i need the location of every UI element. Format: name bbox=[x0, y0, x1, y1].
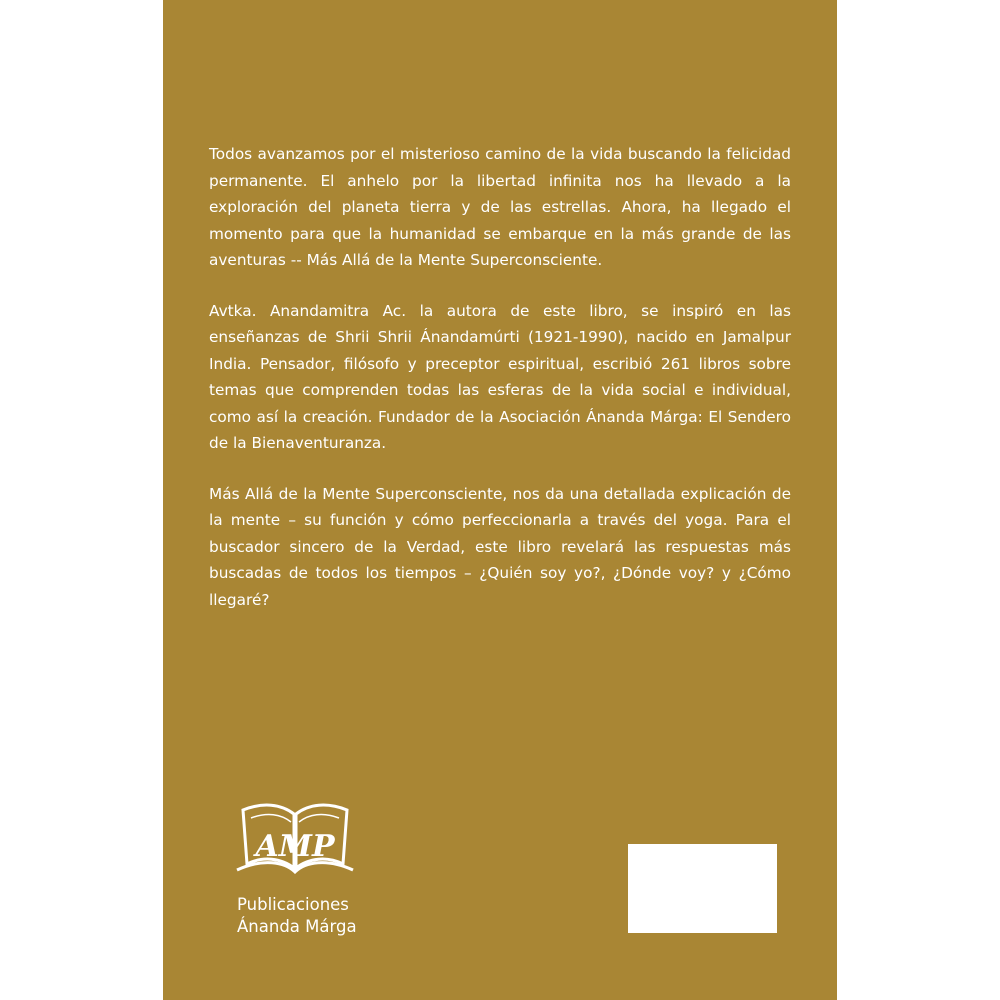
publisher-block bbox=[229, 798, 429, 948]
blurb-paragraph-2: Avtka. Anandamitra Ac. la autora de este libro, se inspiró en las enseñanzas de Shrii Shrii Ánandamúrti (1921-1990), nacido en Jamalpur India. Pensador, filósofo y preceptor espiritual, escribió 261 libros sobre temas que comprenden todas las esferas de la vida social e individual, como así la creación. Fundador de la Asociación Ánanda Márga: El Sendero de la Bienaventuranza. bbox=[209, 301, 791, 452]
open-book-amp-logo-icon bbox=[233, 798, 357, 878]
barcode-placeholder bbox=[628, 844, 777, 933]
blurb-paragraph-1: Todos avanzamos por el misterioso camino de la vida buscando la felicidad permanente. El anhelo por la libertad infinita nos ha llevado a la exploración del planeta tierra y de las estrellas. Ahora, ha llegado el momento para que la humanidad se embarque en la más grande de las aventuras -- Más Allá de la Mente Superconsciente. bbox=[209, 145, 791, 269]
publisher-name-line-2: Ánanda Márga bbox=[237, 917, 357, 936]
publisher-name bbox=[237, 894, 357, 938]
cover-blurb bbox=[209, 141, 791, 637]
publisher-name-line-1: Publicaciones bbox=[237, 895, 349, 914]
book-back-cover bbox=[163, 0, 837, 1000]
logo-monogram: AMP bbox=[255, 829, 335, 864]
blurb-paragraph-3: Más Allá de la Mente Superconsciente, nos da una detallada explicación de la mente – su función y cómo perfeccionarla a través del yoga. Para el buscador sincero de la Verdad, este libro revelará las respuestas más buscadas de todos los tiempos – ¿Quién soy yo?, ¿Dónde voy? y ¿Cómo llegaré? bbox=[209, 484, 791, 609]
